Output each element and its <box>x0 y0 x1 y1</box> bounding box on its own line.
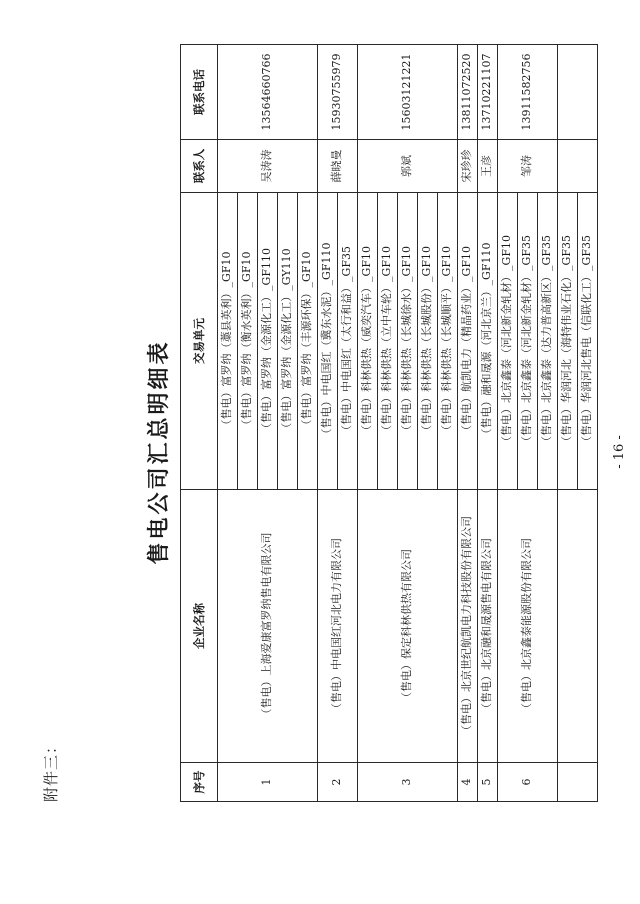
row-number: 4 <box>458 763 478 802</box>
contact-person <box>558 140 598 193</box>
table-row <box>358 45 378 802</box>
company-name <box>558 490 598 763</box>
contact-phone <box>558 45 598 140</box>
trading-unit: （售电）科林供热（长城顺平）_GF10 <box>438 193 458 490</box>
header-no: 序号 <box>181 763 218 802</box>
trading-unit: （售电）富罗纳（藁县英利）_GF10 <box>218 193 238 490</box>
contact-phone: 13811072520 <box>458 45 478 140</box>
contact-person: 吴涛涛 <box>218 140 318 193</box>
contact-phone: 13911582756 <box>498 45 558 140</box>
trading-unit: （售电）融和晟源（河北京兰）_GF110 <box>478 193 498 490</box>
company-name: （售电）北京融和晟源售电有限公司 <box>478 490 498 763</box>
row-number <box>558 763 598 802</box>
header-phone: 联系电话 <box>181 45 218 140</box>
table-row <box>498 45 518 802</box>
company-name: （售电）保定科林供热有限公司 <box>358 490 458 763</box>
header-company: 企业名称 <box>181 490 218 763</box>
contact-person: 邹涛 <box>498 140 558 193</box>
trading-unit: （售电）中电国红（冀东水泥）_GF110 <box>318 193 338 490</box>
row-number: 2 <box>318 763 358 802</box>
contact-phone: 13564660766 <box>218 45 318 140</box>
page-number: - 16 - <box>612 435 627 469</box>
company-name: （售电）北京鑫泰能源股份有限公司 <box>498 490 558 763</box>
company-name: （售电）中电国红河北电力有限公司 <box>318 490 358 763</box>
trading-unit: （售电）富罗纳（金源化工）_GF110 <box>258 193 278 490</box>
trading-unit: （售电）华润河北（海特伟业石化）_GF35 <box>558 193 578 490</box>
trading-unit: （售电）华润河北售电（信联化工）_GF35 <box>578 193 598 490</box>
trading-unit: （售电）富罗纳（金源化工）_GY110 <box>278 193 298 490</box>
header-contact: 联系人 <box>181 140 218 193</box>
trading-unit: （售电）科林供热（长城徐水）_GF10 <box>398 193 418 490</box>
trading-unit: （售电）科林供热（威奕汽车）_GF10 <box>358 193 378 490</box>
contact-person: 宋珍珍 <box>458 140 478 193</box>
company-name: （售电）上海爱康富罗纳售电有限公司 <box>218 490 318 763</box>
attachment-label: 附件三： <box>42 737 60 802</box>
trading-unit: （售电）中电国红（太行和益）_GF35 <box>338 193 358 490</box>
trading-unit: （售电）科林供热（立中车轮）_GF10 <box>378 193 398 490</box>
table-row <box>558 45 578 802</box>
page-title: 售电公司汇总明细表 <box>146 339 172 565</box>
retailer-summary-table <box>180 44 598 802</box>
company-name: （售电）北京世纪航凯电力科技股份有限公司 <box>458 490 478 763</box>
table-body <box>218 45 598 802</box>
contact-person: 薛晓曼 <box>318 140 358 193</box>
trading-unit: （售电）北京鑫泰（河北新金轧材）_GF10 <box>498 193 518 490</box>
table-row <box>218 45 238 802</box>
contact-person: 王彦 <box>478 140 498 193</box>
contact-phone: 13710221107 <box>478 45 498 140</box>
header-unit: 交易单元 <box>181 193 218 490</box>
trading-unit: （售电）北京鑫泰（达力普高新区）_GF35 <box>538 193 558 490</box>
contact-person: 郭斌 <box>358 140 458 193</box>
table-row <box>318 45 338 802</box>
trading-unit: （售电）富罗纳（衡水英利）_GF10 <box>238 193 258 490</box>
table-row <box>458 45 478 802</box>
row-number: 3 <box>358 763 458 802</box>
row-number: 1 <box>218 763 318 802</box>
table-row <box>478 45 498 802</box>
table-header-row <box>181 45 218 802</box>
trading-unit: （售电）航凯电力（精晶药业）_GF10 <box>458 193 478 490</box>
row-number: 5 <box>478 763 498 802</box>
contact-phone: 15930755979 <box>318 45 358 140</box>
contact-phone: 15603121221 <box>358 45 458 140</box>
row-number: 6 <box>498 763 558 802</box>
trading-unit: （售电）北京鑫泰（河北新金轧材）_GF35 <box>518 193 538 490</box>
trading-unit: （售电）科林供热（长城股份）_GF10 <box>418 193 438 490</box>
trading-unit: （售电）富罗纳（丰源环保）_GF10 <box>298 193 318 490</box>
